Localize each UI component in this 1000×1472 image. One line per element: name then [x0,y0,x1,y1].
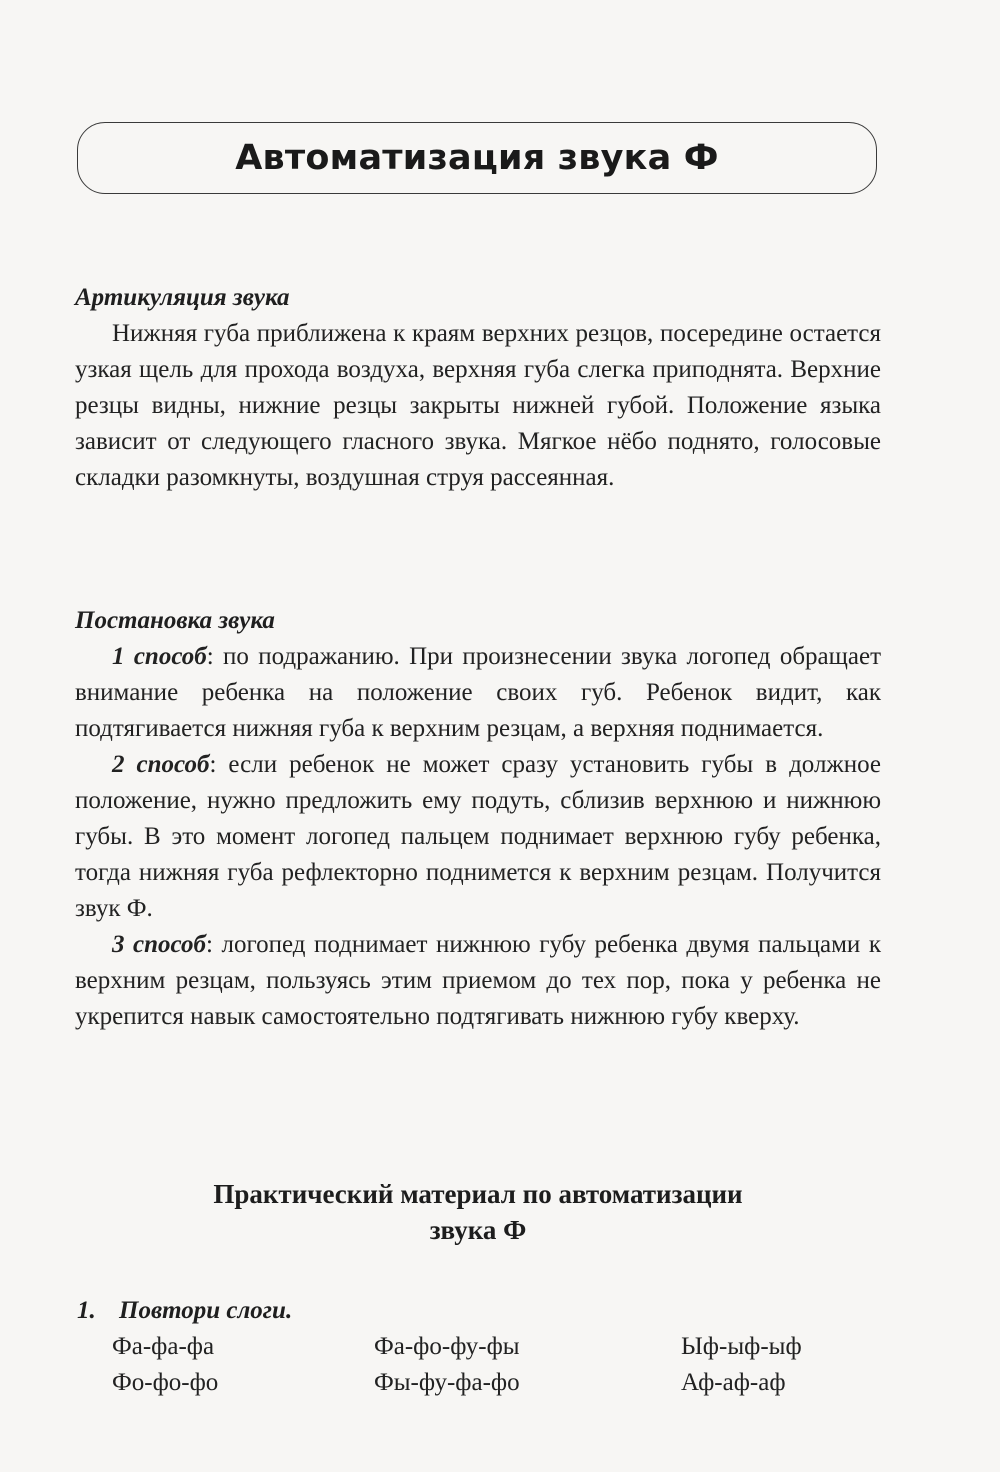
method-3 [75,927,881,1035]
method-2-lead: 2 способ [112,751,210,778]
syllable-item: Фы-фу-фа-фо [374,1369,520,1396]
method-1-lead: 1 способ [112,643,207,670]
articulation-text: Нижняя губа приближена к краям верхних резцов, посередине остается узкая щель для прохода воздуха, верхняя губа слегка приподнята. Верхние резцы видны, нижние резцы закрыты нижней губой. Положение языка зависит от следующего гласного звука. Мягкое нёбо поднято, голосовые складки разомкнуты, воздушная струя рассеянная. [75,320,881,491]
syllable-item: Ыф-ыф-ыф [681,1333,802,1360]
staging-section [75,603,881,1035]
syllable-grid [77,1329,883,1401]
method-2 [75,747,881,927]
articulation-section [75,280,881,496]
practice-title [75,1176,881,1248]
syllable-item: Аф-аф-аф [681,1369,786,1396]
task-1-number: 1. [77,1297,96,1324]
syllable-item: Фа-фо-фу-фы [374,1333,520,1360]
page-title: Автоматизация звука Ф [235,138,719,178]
method-1-text: : по подражанию. При произнесении звука логопед обращает внимание ребенка на положение своих губ. Ребенок видит, как подтягивается нижняя губа к верхним резцам, а верхняя поднимается. [75,643,882,742]
practice-title-line-2: звука Ф [429,1215,527,1245]
method-2-text: : если ребенок не может сразу установить губы в должное положение, нужно предложить ему подуть, сблизив верхнюю и нижнюю губы. В это момент логопед пальцем поднимает верхнюю губу ребенка, тогда нижняя губа рефлекторно поднимется к верхним резцам. Получится звук Ф. [75,751,881,922]
syllable-item: Фа-фа-фа [112,1333,215,1360]
title-frame [77,122,877,194]
method-1 [75,639,881,747]
practice-title-line-1: Практический материал по автоматизации [213,1179,743,1209]
task-1-heading [77,1294,883,1328]
staging-heading: Постановка звука [75,607,275,634]
task-1-title: Повтори слоги. [119,1297,293,1324]
syllable-item: Фо-фо-фо [112,1369,219,1396]
method-3-lead: 3 способ [112,931,206,958]
articulation-heading: Артикуляция звука [75,284,290,311]
task-1 [77,1294,883,1401]
method-3-text: : логопед поднимает нижнюю губу ребенка двумя пальцами к верхним резцам, пользуясь этим приемом до тех пор, пока у ребенка не укрепится навык самостоятельно подтягивать нижнюю губу кверху. [75,931,882,1030]
